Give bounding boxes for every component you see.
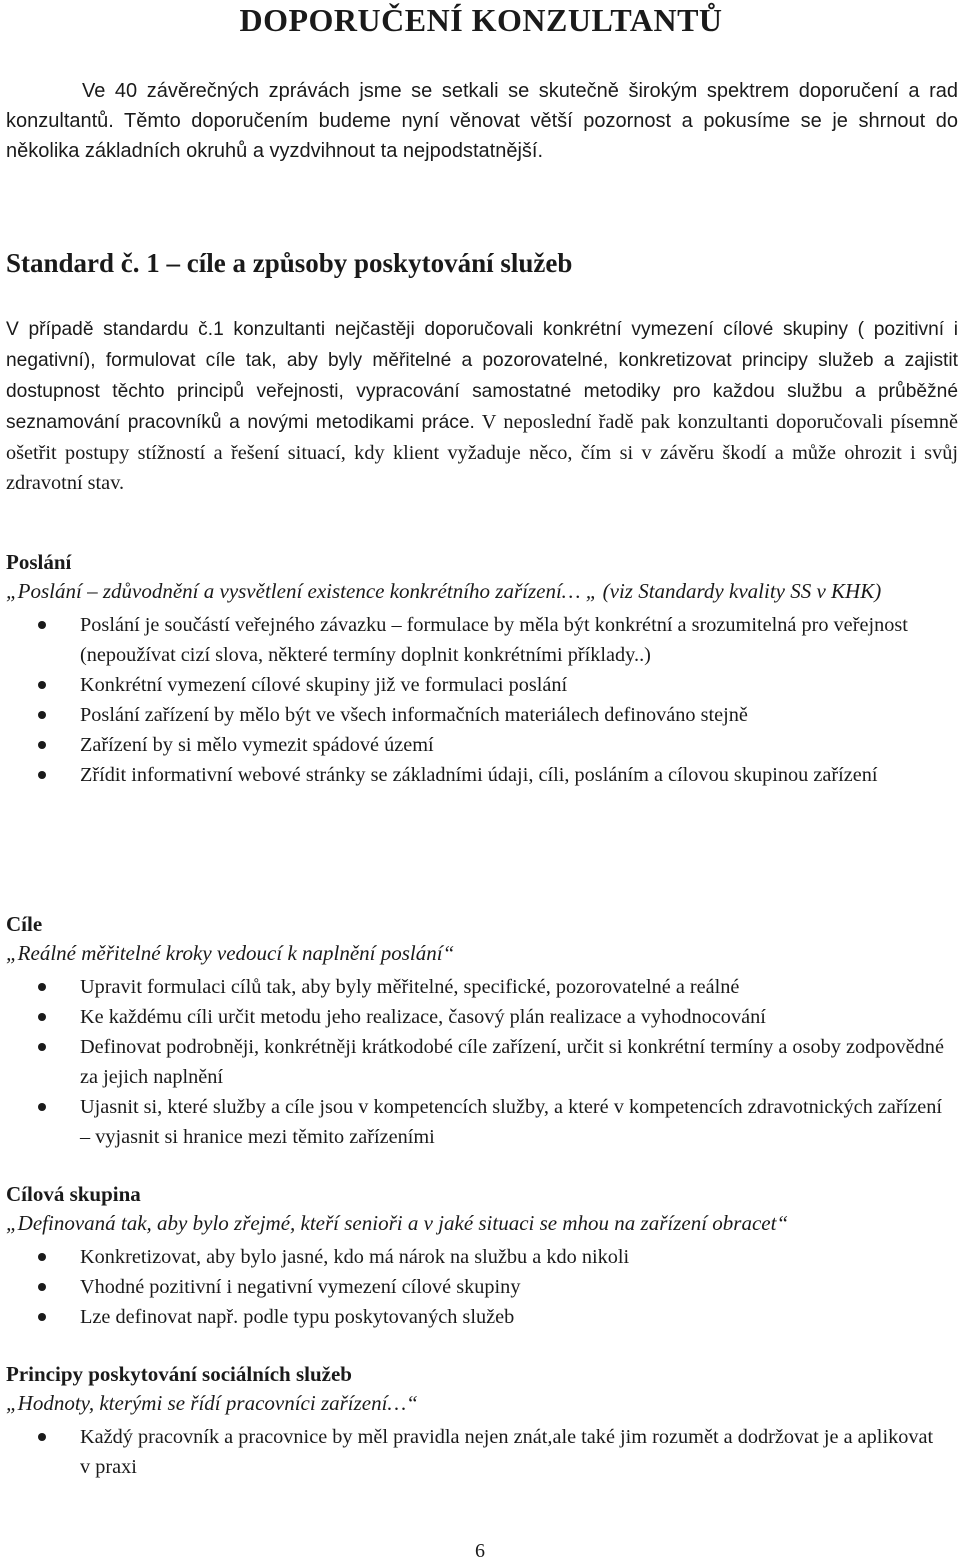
bullet-icon xyxy=(38,741,46,749)
list-item: Ke každému cíli určit metodu jeho realizace, časový plán realizace a vyhodnocování xyxy=(6,1002,958,1032)
section-heading: Principy poskytování sociálních služeb xyxy=(6,1362,352,1386)
list-item: Konkrétní vymezení cílové skupiny již ve formulaci poslání xyxy=(6,670,958,700)
bullet-icon xyxy=(38,681,46,689)
standard-text-lead: V případě standardu č.1 xyxy=(6,319,224,340)
section-heading: Cíle xyxy=(6,912,43,936)
bullet-icon xyxy=(38,1103,46,1111)
standard-paragraph xyxy=(6,314,958,498)
standard-text-serif: V neposlední řadě pak konzultanti doporučovali písemně ošetřit postupy stížností a řešení situací, kdy klient vyžaduje něco, čím si v závěru škodí a může ohrozit i svůj zdravotní stav. xyxy=(6,411,958,494)
section-heading: Cílová skupina xyxy=(6,1182,141,1206)
bullet-list xyxy=(6,1422,958,1482)
bullet-icon xyxy=(38,621,46,629)
bullet-list xyxy=(6,1242,958,1332)
list-item: Ujasnit si, které služby a cíle jsou v kompetencích služby, a které v kompetencích zdravotnických zařízení – vyjasnit si hranice mezi těmito zařízeními xyxy=(6,1092,958,1152)
intro-paragraph: Ve 40 závěrečných zprávách jsme se setkali se skutečně širokým spektrem doporučení a rad konzultantů. Těmto doporučením budeme nyní věnovat větší pozornost a pokusíme se je shrnout do několika základních okruhů a vyzdvihnout ta nejpodstatnější. xyxy=(6,80,958,162)
list-item: Poslání je součástí veřejného závazku – formulace by měla být konkrétní a srozumitelná pro veřejnost (nepoužívat cizí slova, některé termíny doplnit konkrétními příklady..) xyxy=(6,610,958,670)
standard-heading: Standard č. 1 – cíle a způsoby poskytování služeb xyxy=(6,248,573,278)
section-heading: Poslání xyxy=(6,550,72,574)
list-item: Definovat podrobněji, konkrétněji krátkodobé cíle zařízení, určit si konkrétní termíny a osoby zodpovědné za jejich naplnění xyxy=(6,1032,958,1092)
bullet-icon xyxy=(38,1013,46,1021)
bullet-list xyxy=(6,972,958,1152)
section-motto: „Poslání – zdůvodnění a vysvětlení existence konkrétního zařízení… „ (viz Standardy kvality SS v KHK) xyxy=(6,579,882,603)
page-number: 6 xyxy=(475,1540,485,1562)
bullet-icon xyxy=(38,711,46,719)
document-title: DOPORUČENÍ KONZULTANTŮ xyxy=(239,2,723,38)
standard-text-rest: konzultanti nejčastěji doporučovali konkrétní vymezení cílové skupiny ( pozitivní i negativní), formulovat cíle tak, aby byly měřitelné a pozorovatelné, konkretizovat principy služeb a zajistit dostupnost těchto principů veřejnosti, vypracování samostatné metodiky pro každou službu a průběžné seznamování pracovníků a novými metodikami práce. xyxy=(6,319,958,433)
bullet-icon xyxy=(38,1433,46,1441)
list-item: Poslání zařízení by mělo být ve všech informačních materiálech definováno stejně xyxy=(6,700,958,730)
section-principy xyxy=(6,1360,958,1482)
section-motto: „Definovaná tak, aby bylo zřejmé, kteří senioři a v jaké situaci se mhou na zařízení obracet“ xyxy=(6,1211,789,1235)
bullet-icon xyxy=(38,1283,46,1291)
section-cilova-skupina xyxy=(6,1180,958,1332)
bullet-icon xyxy=(38,983,46,991)
bullet-list xyxy=(6,610,958,790)
list-item: Lze definovat např. podle typu poskytovaných služeb xyxy=(6,1302,958,1332)
section-poslani xyxy=(6,548,958,790)
bullet-icon xyxy=(38,1253,46,1261)
bullet-icon xyxy=(38,771,46,779)
section-motto: „Hodnoty, kterými se řídí pracovníci zařízení…“ xyxy=(6,1391,418,1415)
list-item: Zřídit informativní webové stránky se základními údaji, cíli, posláním a cílovou skupinou zařízení xyxy=(6,760,958,790)
list-item: Konkretizovat, aby bylo jasné, kdo má nárok na službu a kdo nikoli xyxy=(6,1242,958,1272)
list-item: Každý pracovník a pracovnice by měl pravidla nejen znát,ale také jim rozumět a dodržovat je a aplikovat v praxi xyxy=(6,1422,958,1482)
list-item: Zařízení by si mělo vymezit spádové území xyxy=(6,730,958,760)
bullet-icon xyxy=(38,1313,46,1321)
list-item: Vhodné pozitivní i negativní vymezení cílové skupiny xyxy=(6,1272,958,1302)
section-cile xyxy=(6,910,958,1152)
section-motto: „Reálné měřitelné kroky vedoucí k naplnění poslání“ xyxy=(6,941,455,965)
bullet-icon xyxy=(38,1043,46,1051)
list-item: Upravit formulaci cílů tak, aby byly měřitelné, specifické, pozorovatelné a reálné xyxy=(6,972,958,1002)
